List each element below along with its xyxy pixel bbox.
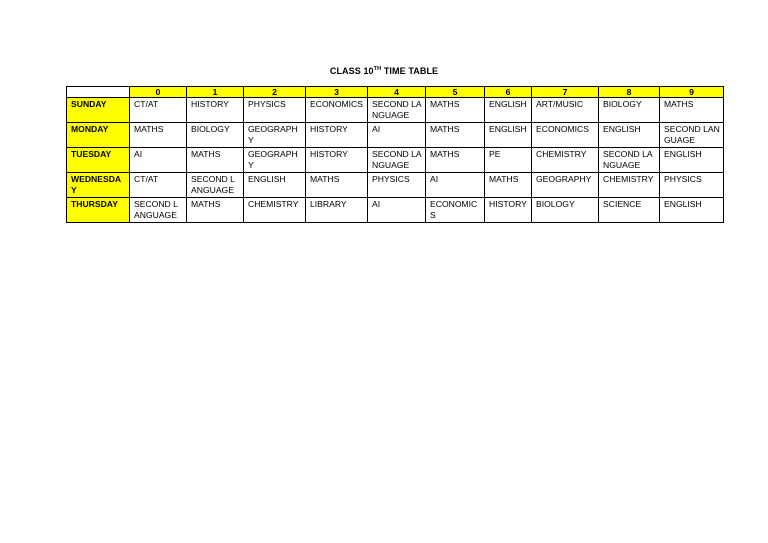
table-cell: ENGLISH (244, 173, 306, 198)
table-cell: MATHS (426, 148, 485, 173)
table-cell: ECONOMICS (426, 198, 485, 223)
day-label: SUNDAY (67, 98, 130, 123)
table-cell: SECOND LANGUAGE (660, 123, 724, 148)
table-cell: AI (368, 123, 426, 148)
table-cell: HISTORY (306, 123, 368, 148)
table-cell: ECONOMICS (306, 98, 368, 123)
table-cell: CHEMISTRY (599, 173, 660, 198)
period-header: 9 (660, 87, 724, 98)
day-label: TUESDAY (67, 148, 130, 173)
table-cell: MATHS (485, 173, 532, 198)
table-row (67, 173, 724, 198)
period-header: 0 (130, 87, 187, 98)
table-cell: SECOND LANGUAGE (130, 198, 187, 223)
page-title (0, 66, 768, 76)
table-cell: GEOGRAPHY (532, 173, 599, 198)
table-cell: SCIENCE (599, 198, 660, 223)
table-cell: SECOND LANGUAGE (368, 148, 426, 173)
table-cell: MATHS (130, 123, 187, 148)
title-suffix: TIME TABLE (381, 66, 439, 76)
table-cell: MATHS (426, 98, 485, 123)
table-cell: BIOLOGY (532, 198, 599, 223)
table-cell: PHYSICS (660, 173, 724, 198)
table-cell: ENGLISH (485, 123, 532, 148)
day-label: WEDNESDAY (67, 173, 130, 198)
header-row (67, 87, 724, 98)
table-cell: BIOLOGY (187, 123, 244, 148)
header-corner (67, 87, 130, 98)
table-cell: HISTORY (306, 148, 368, 173)
table-cell: BIOLOGY (599, 98, 660, 123)
table-cell: HISTORY (187, 98, 244, 123)
table-cell: CT/AT (130, 98, 187, 123)
table-cell: ENGLISH (485, 98, 532, 123)
table-cell: ENGLISH (660, 148, 724, 173)
table-cell: ART/MUSIC (532, 98, 599, 123)
period-header: 4 (368, 87, 426, 98)
period-header: 5 (426, 87, 485, 98)
table-cell: SECOND LANGUAGE (187, 173, 244, 198)
table-cell: MATHS (426, 123, 485, 148)
table-cell: PHYSICS (244, 98, 306, 123)
table-cell: SECOND LANGUAGE (599, 148, 660, 173)
table-cell: ECONOMICS (532, 123, 599, 148)
table-cell: ENGLISH (599, 123, 660, 148)
period-header: 3 (306, 87, 368, 98)
period-header: 7 (532, 87, 599, 98)
period-header: 8 (599, 87, 660, 98)
table-cell: MATHS (660, 98, 724, 123)
table-row (67, 98, 724, 123)
day-label: THURSDAY (67, 198, 130, 223)
table-row (67, 123, 724, 148)
period-header: 2 (244, 87, 306, 98)
timetable (66, 86, 724, 223)
table-cell: CT/AT (130, 173, 187, 198)
table-row (67, 148, 724, 173)
table-cell: CHEMISTRY (532, 148, 599, 173)
period-header: 6 (485, 87, 532, 98)
table-cell: AI (426, 173, 485, 198)
table-cell: AI (368, 198, 426, 223)
table-cell: MATHS (187, 148, 244, 173)
title-superscript: TH (373, 66, 382, 72)
table-cell: PHYSICS (368, 173, 426, 198)
table-cell: MATHS (187, 198, 244, 223)
table-cell: ENGLISH (660, 198, 724, 223)
table-cell: PE (485, 148, 532, 173)
table-row (67, 198, 724, 223)
table-cell: GEOGRAPHY (244, 123, 306, 148)
day-label: MONDAY (67, 123, 130, 148)
table-cell: MATHS (306, 173, 368, 198)
title-text: CLASS 10 (329, 66, 374, 76)
table-cell: LIBRARY (306, 198, 368, 223)
table-cell: SECOND LANGUAGE (368, 98, 426, 123)
period-header: 1 (187, 87, 244, 98)
table-cell: CHEMISTRY (244, 198, 306, 223)
table-cell: HISTORY (485, 198, 532, 223)
table-cell: GEOGRAPHY (244, 148, 306, 173)
table-cell: AI (130, 148, 187, 173)
